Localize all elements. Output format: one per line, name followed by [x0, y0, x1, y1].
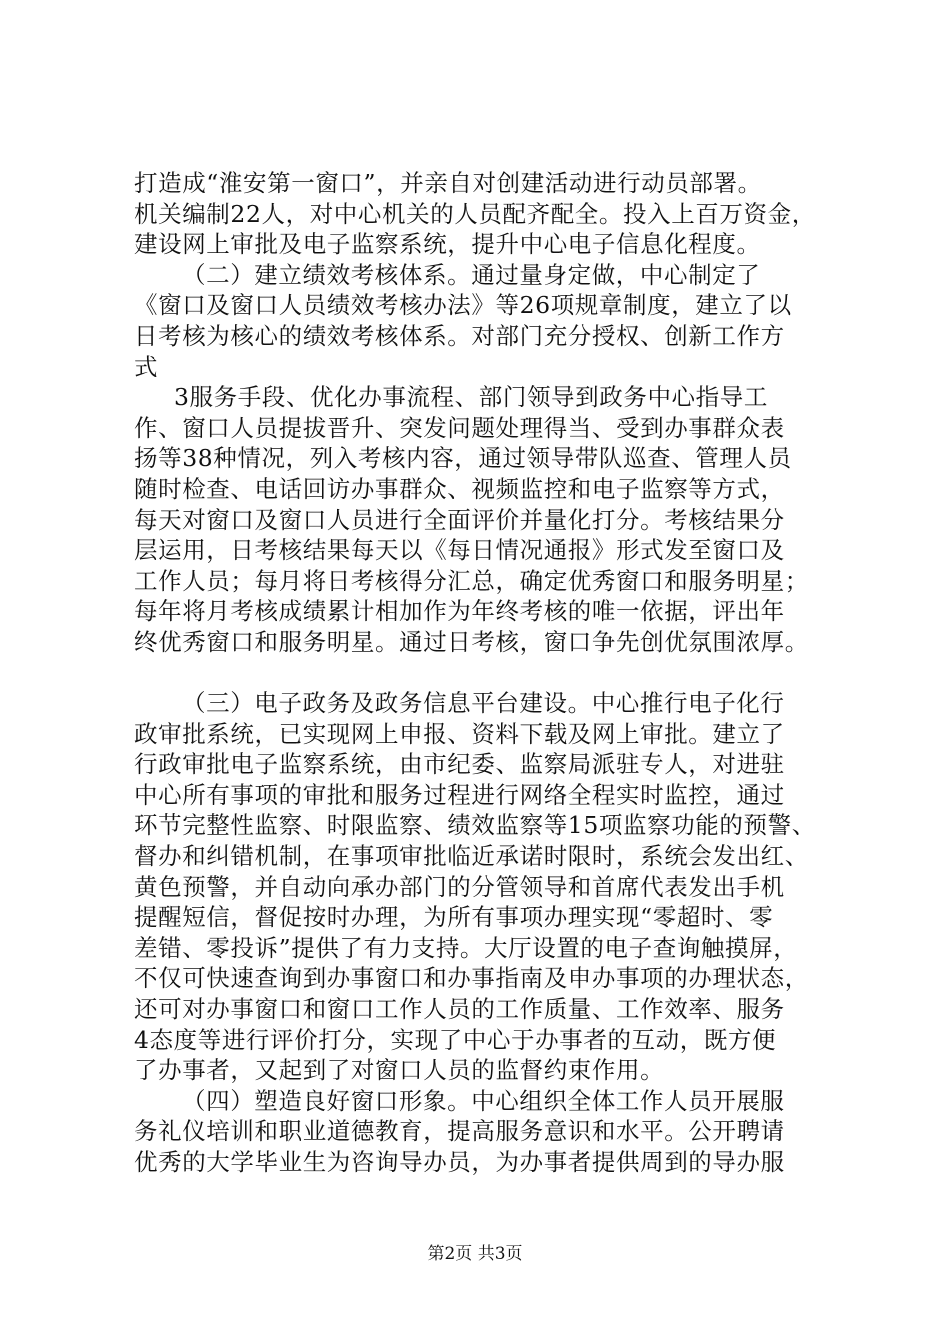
- text-line: 打造成“淮安第一窗口”，并亲自对创建活动进行动员部署。: [134, 169, 762, 197]
- text-line: 作、窗口人员提拔晋升、突发问题处理得当、受到办事群众表: [134, 413, 785, 442]
- section-heading-3: （三）电子政务及政务信息平台建设。中心推行电子化行: [182, 689, 785, 718]
- text-line: 《窗口及窗口人员绩效考核办法》等26项规章制度，建立了以: [134, 291, 792, 320]
- text-line: 督办和纠错机制，在事项审批临近承诺时限时，系统会发出红、: [134, 842, 809, 871]
- text-line: 式: [134, 352, 159, 381]
- text-line: 终优秀窗口和服务明星。通过日考核，窗口争先创优氛围浓厚。: [134, 627, 809, 656]
- text-line: 优秀的大学毕业生为咨询导办员，为办事者提供周到的导办服: [134, 1148, 785, 1176]
- text-line: 层运用，日考核结果每天以《每日情况通报》形式发至窗口及: [134, 536, 785, 565]
- text-line: 随时检查、电话回访办事群众、视频监控和电子监察等方式，: [134, 474, 785, 503]
- text-line: 3服务手段、优化办事流程、部门领导到政务中心指导工: [174, 383, 768, 412]
- text-line: 每年将月考核成绩累计相加作为年终考核的唯一依据，评出年: [134, 597, 785, 626]
- text-line: 提醒短信，督促按时办理，为所有事项办理实现“零超时、零: [134, 903, 774, 932]
- text-line: 建设网上审批及电子监察系统，提升中心电子信息化程度。: [134, 230, 761, 259]
- text-line: 扬等38种情况，列入考核内容，通过领导带队巡查、管理人员: [134, 444, 792, 473]
- text-line: 还可对办事窗口和窗口工作人员的工作质量、工作效率、服务: [134, 995, 785, 1024]
- section-heading-2: （二）建立绩效考核体系。通过量身定做，中心制定了: [182, 260, 761, 289]
- text-line: 行政审批电子监察系统，由市纪委、监察局派驻专人，对进驻: [134, 750, 785, 779]
- blank-line: [134, 658, 834, 689]
- text-line: 4态度等进行评价打分，实现了中心于办事者的互动，既方便: [134, 1025, 777, 1054]
- text-line: 中心所有事项的审批和服务过程进行网络全程实时监控，通过: [134, 780, 785, 809]
- text-line: 差错、零投诉”提供了有力支持。大厅设置的电子查询触摸屏，: [134, 933, 798, 962]
- text-line: 不仅可快速查询到办事窗口和办事指南及申办事项的办理状态，: [134, 964, 809, 993]
- text-line: 务礼仪培训和职业道德教育，提高服务意识和水平。公开聘请: [134, 1117, 785, 1146]
- text-line: 机关编制22人，对中心机关的人员配齐配全。投入上百万资金，: [134, 199, 816, 228]
- text-line: 政审批系统，已实现网上申报、资料下载及网上审批。建立了: [134, 719, 785, 748]
- page-footer: 第2页 共3页: [427, 1244, 523, 1264]
- text-line: 了办事者，又起到了对窗口人员的监督约束作用。: [134, 1056, 665, 1085]
- text-line: 环节完整性监察、时限监察、绩效监察等15项监察功能的预警、: [134, 811, 816, 840]
- document-body: [134, 168, 834, 1178]
- text-line: 日考核为核心的绩效考核体系。对部门充分授权、创新工作方: [134, 321, 785, 350]
- text-line: 工作人员；每月将日考核得分汇总，确定优秀窗口和服务明星；: [134, 566, 809, 595]
- text-line: 黄色预警，并自动向承办部门的分管领导和首席代表发出手机: [134, 872, 785, 901]
- text-line: 每天对窗口及窗口人员进行全面评价并量化打分。考核结果分: [134, 505, 785, 534]
- section-heading-4: （四）塑造良好窗口形象。中心组织全体工作人员开展服: [182, 1086, 785, 1115]
